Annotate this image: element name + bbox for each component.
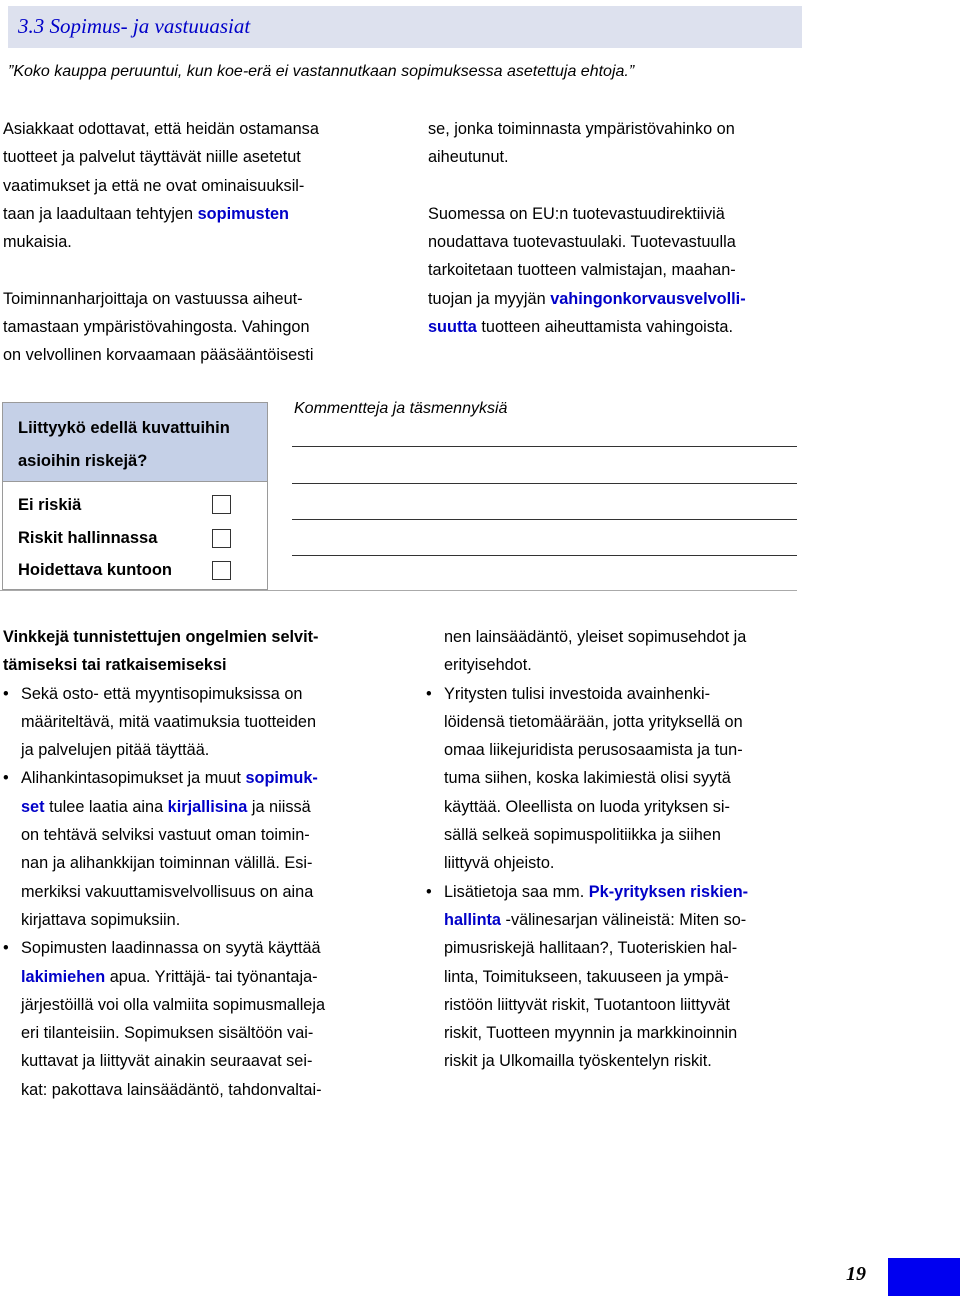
link-lakimiehen[interactable]: lakimiehen	[21, 967, 106, 986]
link-sopimusten[interactable]: sopimusten	[197, 204, 289, 223]
option-label-ei-riskia: Ei riskiä	[18, 496, 82, 514]
tips-right-column	[426, 623, 846, 1076]
bullet-icon: •	[426, 684, 432, 703]
bullet-icon: •	[3, 769, 9, 788]
list-item	[3, 680, 403, 765]
text-line: mukaisia.	[3, 233, 72, 252]
text-line: ja palvelujen pitää täyttää.	[21, 741, 210, 760]
text-line: on tehtävä selviksi vastuut oman toimin-	[21, 826, 310, 845]
text-line: vaatimukset ja että ne ovat ominaisuuksil-	[3, 176, 305, 195]
text-span: apua. Yrittäjä- tai työnantaja-	[105, 967, 318, 986]
text-line: omaa liikejuridista perusosaamista ja tun-	[444, 741, 743, 760]
text-line	[21, 793, 403, 821]
bullet-icon: •	[3, 684, 9, 703]
text-line: eri tilanteisiin. Sopimuksen sisältöön vai-	[21, 1024, 314, 1043]
bullet-icon: •	[426, 882, 432, 901]
text-line: se, jonka toiminnasta ympäristövahinko on	[428, 120, 735, 138]
text-line: tarkoitetaan tuotteen valmistajan, maahan-	[428, 261, 736, 280]
intro-right-column	[428, 115, 848, 341]
text-line: merkiksi vakuuttamisvelvollisuus on aina	[21, 882, 314, 901]
text-line: määriteltävä, mitä vaatimuksia tuotteiden	[21, 712, 317, 731]
text-line	[428, 313, 848, 341]
text-span: -välinesarjan välineistä: Miten so-	[501, 910, 747, 929]
text-line: Sopimusten laadinnassa on syytä käyttää	[21, 939, 321, 958]
link-pk-yrityksen-riskienhallinta[interactable]: Pk-yrityksen riskien-	[588, 882, 749, 901]
option-label-hoidettava-kuntoon: Hoidettava kuntoon	[18, 561, 173, 579]
text-line: kuttavat ja liittyvät ainakin seuraavat sei-	[21, 1052, 313, 1071]
text-line: tamastaan ympäristövahingosta. Vahingon	[3, 318, 310, 337]
text-line: ristöön liittyvät riskit, Tuotantoon liittyvät	[444, 995, 730, 1014]
text-line: tuma siihen, koska lakimiestä olisi syytä	[444, 769, 731, 788]
section-divider	[0, 590, 797, 591]
comment-line-2[interactable]	[292, 483, 797, 484]
tips-heading: Vinkkejä tunnistettujen ongelmien selvit-	[3, 628, 319, 646]
list-item	[3, 934, 403, 1104]
bullet-icon: •	[3, 939, 9, 958]
text-span: taan ja laadultaan tehtyjen	[3, 204, 198, 223]
page-corner-block	[888, 1258, 960, 1296]
list-item	[3, 764, 403, 934]
text-line: aiheutunut.	[428, 148, 509, 167]
risk-question-line: Liittyykö edellä kuvattuihin	[18, 419, 230, 437]
intro-left-column	[3, 115, 403, 370]
text-line	[3, 200, 403, 228]
checkbox-riskit-hallinnassa[interactable]	[212, 529, 231, 548]
link-vahingonkorvausvelvollisuutta[interactable]: vahingonkorvausvelvolli-	[550, 289, 746, 308]
comment-line-3[interactable]	[292, 519, 797, 520]
text-span: tuojan ja myyjän	[428, 289, 551, 308]
link-pk-yrityksen-riskienhallinta-cont[interactable]: hallinta	[444, 910, 501, 929]
text-line: löidensä tietomäärään, jotta yrityksellä on	[444, 712, 743, 731]
page-number: 19	[846, 1263, 866, 1285]
text-line: nen lainsäädäntö, yleiset sopimusehdot ja	[444, 628, 747, 646]
link-vahingonkorvausvelvollisuutta-cont[interactable]: suutta	[428, 318, 477, 337]
text-line: Sekä osto- että myyntisopimuksissa on	[21, 684, 303, 703]
text-line: linta, Toimitukseen, takuuseen ja ympä-	[444, 967, 729, 986]
checkbox-hoidettava-kuntoon[interactable]	[212, 561, 231, 580]
risk-question-line: asioihin riskejä?	[18, 452, 148, 470]
risk-question	[3, 403, 267, 482]
risk-assessment-box	[2, 402, 268, 590]
text-line: pimusriskejä hallitaan?, Tuoteriskien hal-	[444, 939, 738, 958]
text-line: liittyvä ohjeisto.	[444, 854, 555, 873]
text-span: Lisätietoja saa mm.	[444, 882, 589, 901]
text-line	[428, 285, 848, 313]
tips-heading: tämiseksi tai ratkaisemiseksi	[3, 656, 227, 675]
text-span: tulee laatia aina	[44, 797, 168, 816]
text-line	[21, 963, 403, 991]
text-line: Yritysten tulisi investoida avainhenki-	[444, 684, 711, 703]
link-sopimukset-cont[interactable]: set	[21, 797, 45, 816]
text-line: on velvollinen korvaamaan pääsääntöisesti	[3, 346, 314, 365]
comment-line-1[interactable]	[292, 446, 797, 447]
text-span: tuotteen aiheuttamista vahingoista.	[476, 318, 733, 337]
section-title: 3.3 Sopimus- ja vastuuasiat	[8, 6, 802, 48]
link-sopimukset[interactable]: sopimuk-	[245, 769, 318, 788]
text-line: käyttää. Oleellista on luoda yrityksen si-	[444, 797, 730, 816]
text-span: ja niissä	[247, 797, 311, 816]
intro-quote: ”Koko kauppa peruuntui, kun koe-erä ei vastannutkaan sopimuksessa asetettuja ehtoja.”	[8, 63, 635, 80]
text-line: kat: pakottava lainsäädäntö, tahdonvaltai-	[21, 1080, 322, 1099]
checkbox-ei-riskia[interactable]	[212, 495, 231, 514]
text-line	[21, 764, 403, 792]
link-kirjallisina[interactable]: kirjallisina	[167, 797, 248, 816]
text-line: riskit ja Ulkomailla työskentelyn riskit.	[444, 1052, 712, 1071]
text-line	[444, 906, 846, 934]
text-line: järjestöillä voi olla valmiita sopimusmalleja	[21, 995, 326, 1014]
text-line: Asiakkaat odottavat, että heidän ostamansa	[3, 120, 319, 138]
text-line: noudattava tuotevastuulaki. Tuotevastuulla	[428, 233, 736, 252]
tips-list	[3, 680, 403, 1104]
text-line: sällä selkeä sopimuspolitiikka ja siihen	[444, 826, 721, 845]
text-line: nan ja alihankkijan toiminnan välillä. Esi-	[21, 854, 313, 873]
text-line: riskit, Tuotteen myynnin ja markkinoinnin	[444, 1024, 738, 1043]
list-item	[426, 680, 846, 878]
comment-line-4[interactable]	[292, 555, 797, 556]
text-line: Suomessa on EU:n tuotevastuudirektiiviä	[428, 204, 725, 223]
text-line: tuotteet ja palvelut täyttävät niille asetetut	[3, 148, 301, 167]
text-line: kirjattava sopimuksiin.	[21, 910, 181, 929]
text-line: erityisehdot.	[444, 656, 532, 675]
text-span: Alihankintasopimukset ja muut	[21, 769, 246, 788]
option-label-riskit-hallinnassa: Riskit hallinnassa	[18, 529, 158, 547]
list-item	[426, 878, 846, 1076]
comments-label: Kommentteja ja täsmennyksiä	[294, 400, 508, 417]
text-line	[444, 878, 846, 906]
text-line: Toiminnanharjoittaja on vastuussa aiheut-	[3, 289, 303, 308]
tips-left-column	[3, 623, 403, 1104]
tips-list	[426, 680, 846, 1076]
